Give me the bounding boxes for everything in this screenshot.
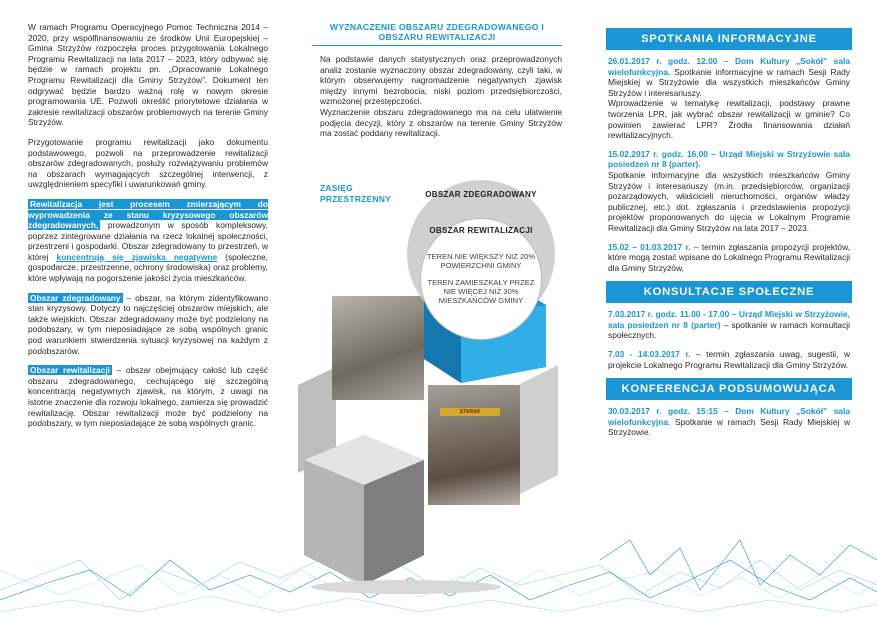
consultation-1-text: – spotkanie w ramach konsultacji społecznych. [608,319,850,341]
rewitalizacja-text-a: prowadzonym w sposób kompleksowy, poprzez zintegrowane działania na rzecz lokalnej społeczności, przestrzeni i gospodarki. Obszar zdegradowany to przestrzeń, w której [28,220,268,262]
middle-heading: WYZNACZENIE OBSZARU ZDEGRADOWANEGO I OBSZARU REWITALIZACJI [312,22,562,46]
obszar-zdegradowany-definition [28,293,268,357]
middle-paragraph-2: Wyznaczenie obszaru zdegradowanego ma na celu ułatwienie podjęcia decyzji, który z obszarów na terenie Gminy Strzyżów ma zostać poddany rewitalizacji. [320,106,562,139]
consultation-2-when: 7.03 - 14.03.2017 r. [608,349,691,360]
consultation-1-when: 7.03.2017 r. godz. 11.00 - 17.00 – Urząd Miejski w Strzyżowie, sala posiedzeń nr 8 (parter) [608,309,850,330]
left-column [28,22,268,438]
rewitalizacja-text-b: (społeczne, gospodarcze, przestrzenne, ochrony środowiska) oraz problemy, które wpływają na pogorszenie jakości życia mieszkańców. [28,251,268,284]
negative-phenomena-emphasis: koncentrują się zjawiska negatywne [56,251,218,262]
right-column [606,28,852,446]
konferencja-header: KONFERENCJA PODSUMOWUJĄCA [606,378,852,400]
event-3-text: – termin zgłaszania propozycji projektów, które mogą zostać wpisane do Lokalnego Programu Rewitalizacji dla Gminy Strzyżów. [608,241,851,273]
event-3-when: 15.02 – 01.03.2017 r. [608,241,691,252]
event-2-when: 15.02.2017 r. godz. 16.00 – Urząd Miejski w Strzyżowie sala posiedzeń nr 8 (parter). [608,148,850,170]
circle-inner-title: OBSZAR REWITALIZACJI [429,226,533,235]
spotkania-section [606,50,852,273]
consultation-2-text: – termin zgłaszania uwag, sugestii, w projekcie Lokalnego Programu Rewitalizacji dla Gminy Strzyżów. [608,349,850,370]
population-limit-text: TEREN ZAMIESZKAŁY PRZEZ NIE WIĘCEJ NIŻ 30% MIESZKAŃCÓW GMINY [427,278,535,305]
event-1-when: 26.01.2017 r. godz. 12.00 – Dom Kultury „Sokół” sala wielofunkcyjna. [608,56,850,77]
zasieg-label: ZASIĘG PRZESTRZENNY [320,183,392,204]
obszar-rewitalizacji-term: Obszar rewitalizacji [30,365,110,376]
conference-1-text: Spotkanie w ramach Sesji Rady Miejskiej w Strzyżowie. [608,416,850,438]
circle-outer-title: OBSZAR ZDEGRADOWANY [425,190,537,199]
konferencja-section [606,400,852,438]
rewitalizacja-definition [28,199,268,284]
obszar-rewitalizacji-definition [28,365,268,429]
event-1-text: Spotkanie informacyjne w ramach Sesji Rady Miejskiej w Strzyżowie dla wszystkich mieszkańców Gminy Strzyżów i interesariuszy. [608,66,850,98]
event-1 [608,56,850,141]
conference-1 [608,406,850,438]
intro-paragraph: W ramach Programu Operacyjnego Pomoc Techniczna 2014 – 2020, przy współfinansowaniu ze środków Unii Europejskiej – Gmina Strzyżów rozpoczęła proces przygotowania Lokalnego Programu Rewitalizacji na lata 2017 – 2023, który odbywać się będzie w ramach projektu pn. „Opracowanie Lokalnego Programu Rewitalizacji dla Gminy Strzyżów”. Dokument ten odgrywać będzie bardzo ważną rolę w nowym okresie programowania UE. Pozwoli określić priorytetowe działania w zakresie rewitalizacji obszarów problemowych na terenie Gminy Strzyżów. [28,22,268,128]
rewitalizacja-highlight: Rewitalizacja jest procesem zmierzającym do wyprowadzenia ze stanu kryzysowego obszarów zdegradowanych, [28,198,268,231]
konsultacje-section [606,303,852,370]
consultation-1 [608,309,850,341]
middle-paragraph-1: Na podstawie danych statystycznych oraz przeprowadzonych analiz zostanie wyznaczony obszar zdegradowany, czyli taki, w którym obserwujemy nagromadzenie negatywnych zjawisk między innymi bezrobocia, niski poziom przedsiębiorczości, wzmożonej przestępczości. [320,54,562,107]
event-3 [608,242,850,274]
obszar-rewitalizacji-text: – obszar obejmujący całość lub część obszaru zdegradowanego, cechującego się szczególną koncentracją negatywnych zjawisk, na którym, z uwagi na istotne znaczenie dla rozwoju lokalnego, zamierza się prowadzić rewitalizację. Obszar rewitalizacji może być podzielony na podobszary, w tym nieposiadające ze sobą wspólnych granic. [28,365,268,429]
event-2-text: Spotkanie informacyjne dla wszystkich mieszkańców Gminy Strzyżów i interesariuszy (m.in. przedsiębiorców, organizacji pozarządowych, właścicieli nieruchomości, organów władzy publicznej, etc.) dot. zgłaszania i przedstawienia propozycji projektów proponowanych do ujęcia w Lokalnym Programie Rewitalizacji dla Gminy Strzyżów na lata 2017 – 2023. [608,169,850,233]
event-2 [608,149,850,234]
middle-body [312,54,562,139]
consultation-2 [608,349,850,370]
area-limit-text: TEREN NIE WIĘKSZY NIŻ 20% POWIERZCHNI GMINY [426,252,536,270]
program-paragraph: Przygotowanie programu rewitalizacji jako dokumentu podstawowego, pozwoli na przeprowadzenie rewitalizacji obszarów zdegradowanych, posłuży rozwiązywaniu problemów na obszarach wymagających szczególnej interwencji, z uwzględnieniem specyfiki i uwarunkowań gminy. [28,136,268,190]
event-1-more: Wprowadzenie w tematykę rewitalizacji, podstawy prawne tworzenia LPR, jak wybrać obszar rewitalizacji w gminie? Co powinien zawierać LPR? Źródła finansowania działań rewitalizacyjnych. [608,98,850,141]
conference-1-when: 30.03.2017 r. godz. 15:15 – Dom Kultury „Sokół” sala wielofunkcyjna. [608,406,850,427]
shop-sign: STARAK [440,408,500,416]
spotkania-header: SPOTKANIA INFORMACYJNE [606,28,852,50]
obszar-zdegradowany-term: Obszar zdegradowany [30,292,121,303]
obszar-zdegradowany-text: – obszar, na którym zidentyfikowano stan kryzysowy. Dotyczy to najczęściej obszarów miejskich, ale także wiejskich. Obszar zdegradowany może być podzielony na podobszary, w tym nieposiadające ze sobą wspólnych granic pod warunkiem stwierdzenia sytuacji kryzysowej na każdym z podobszarów. [28,292,269,356]
middle-column [312,22,562,139]
konsultacje-header: KONSULTACJE SPOŁECZNE [606,281,852,303]
street-photo-2 [428,385,520,505]
street-photo-1 [332,296,424,400]
